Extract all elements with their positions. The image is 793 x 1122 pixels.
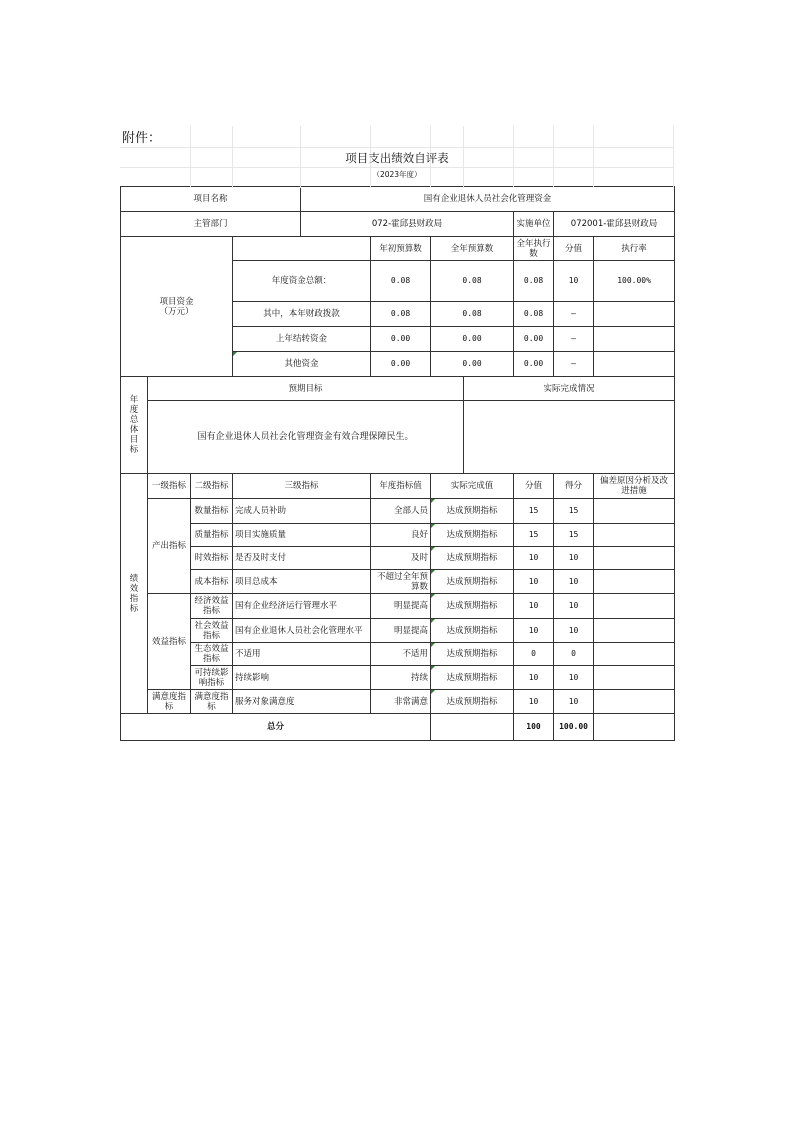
indicator-score: 0 [514, 643, 554, 666]
funds-exec-rate [594, 352, 675, 377]
implementer-label: 实施单位 [514, 212, 554, 237]
level2-indicator: 社会效益指标 [191, 619, 233, 643]
total-blank [431, 714, 514, 741]
perf-row [121, 524, 675, 547]
indicator-got: 15 [554, 524, 594, 547]
perf-row [121, 570, 675, 594]
funds-score: 10 [554, 261, 594, 302]
level2-indicator: 经济效益指标 [191, 594, 233, 619]
funds-executed: 0.08 [514, 261, 554, 302]
indicator-score: 10 [514, 547, 554, 570]
indicator-score: 15 [514, 499, 554, 524]
indicator-score: 10 [514, 570, 554, 594]
indicator-got: 10 [554, 619, 594, 643]
funds-row-label: 其他资金 [233, 352, 371, 377]
funds-exec-rate [594, 302, 675, 327]
funds-score: — [554, 352, 594, 377]
perf-header: 年度指标值 [371, 474, 431, 499]
annual-target: 非常满意 [371, 690, 431, 714]
evaluation-sheet [120, 126, 674, 741]
goals-label: 年 度 总 体 目 标 [121, 377, 148, 474]
page-title: 项目支出绩效自评表 [345, 151, 449, 165]
indicator-got: 10 [554, 547, 594, 570]
indicator-score: 10 [514, 594, 554, 619]
annual-target: 不适用 [371, 643, 431, 666]
annual-target: 良好 [371, 524, 431, 547]
deviation-note [594, 643, 675, 666]
goals-content-row [121, 401, 675, 474]
level2-indicator: 时效指标 [191, 547, 233, 570]
actual-value: 达成预期指标 [431, 570, 514, 594]
funds-row-label: 其中，本年财政拨款 [233, 302, 371, 327]
deviation-note [594, 594, 675, 619]
actual-value: 达成预期指标 [431, 547, 514, 570]
indicator-score: 10 [514, 619, 554, 643]
funds-initial-budget: 0.00 [371, 327, 431, 352]
deviation-note [594, 570, 675, 594]
funds-header: 全年执行数 [514, 237, 554, 261]
level2-indicator: 质量指标 [191, 524, 233, 547]
indicator-score: 15 [514, 524, 554, 547]
level1-indicator: 满意度指标 [148, 690, 191, 714]
actual-value: 达成预期指标 [431, 619, 514, 643]
expected-goal-text: 国有企业退休人员社会化管理资金有效合理保障民生。 [148, 401, 464, 474]
funds-header: 年初预算数 [371, 237, 431, 261]
indicator-got: 10 [554, 666, 594, 690]
level1-indicator: 效益指标 [148, 594, 191, 690]
perf-header: 一级指标 [148, 474, 191, 499]
annual-target: 明显提高 [371, 619, 431, 643]
perf-header: 二级指标 [191, 474, 233, 499]
actual-completion-text [464, 401, 675, 474]
evaluation-table [120, 186, 675, 741]
project-name-value: 国有企业退休人员社会化管理资金 [301, 187, 675, 212]
project-name-label: 项目名称 [121, 187, 301, 212]
level2-indicator: 满意度指标 [191, 690, 233, 714]
funds-annual-budget: 0.00 [431, 352, 514, 377]
perf-header: 实际完成值 [431, 474, 514, 499]
table-body [121, 187, 675, 741]
level3-indicator: 国有企业经济运行管理水平 [233, 594, 371, 619]
perf-row [121, 690, 675, 714]
indicator-score: 10 [514, 666, 554, 690]
funds-initial-budget: 0.08 [371, 302, 431, 327]
level2-indicator: 成本指标 [191, 570, 233, 594]
funds-annual-budget: 0.08 [431, 302, 514, 327]
indicator-got: 10 [554, 594, 594, 619]
indicator-got: 15 [554, 499, 594, 524]
level3-indicator: 不适用 [233, 643, 371, 666]
level3-indicator: 服务对象满意度 [233, 690, 371, 714]
attachment-label: 附件： [122, 131, 162, 146]
total-label: 总分 [121, 714, 431, 741]
funds-annual-budget: 0.08 [431, 261, 514, 302]
expected-goal-header: 预期目标 [148, 377, 464, 401]
deviation-note [594, 619, 675, 643]
level2-indicator: 可持续影响指标 [191, 666, 233, 690]
perf-row [121, 619, 675, 643]
perf-row [121, 666, 675, 690]
total-got: 100.00 [554, 714, 594, 741]
funds-initial-budget: 0.00 [371, 352, 431, 377]
funds-exec-rate [594, 327, 675, 352]
perf-row [121, 499, 675, 524]
actual-value: 达成预期指标 [431, 643, 514, 666]
level3-indicator: 是否及时支付 [233, 547, 371, 570]
annual-target: 持续 [371, 666, 431, 690]
deviation-note [594, 499, 675, 524]
perf-row [121, 547, 675, 570]
actual-completion-header: 实际完成情况 [464, 377, 675, 401]
actual-value: 达成预期指标 [431, 524, 514, 547]
annual-target: 及时 [371, 547, 431, 570]
total-row [121, 714, 675, 741]
indicator-got: 0 [554, 643, 594, 666]
funds-header-row [121, 237, 675, 261]
funds-label: 项目资金 （万元） [121, 237, 233, 377]
actual-value: 达成预期指标 [431, 594, 514, 619]
deviation-note [594, 547, 675, 570]
annual-target: 明显提高 [371, 594, 431, 619]
level3-indicator: 国有企业退休人员社会化管理水平 [233, 619, 371, 643]
funds-row-label: 年度资金总额： [233, 261, 371, 302]
perf-header-row [121, 474, 675, 499]
perf-header: 得分 [554, 474, 594, 499]
funds-score: — [554, 327, 594, 352]
funds-executed: 0.08 [514, 302, 554, 327]
actual-value: 达成预期指标 [431, 666, 514, 690]
department-value: 072-霍邱县财政局 [301, 212, 514, 237]
deviation-note [594, 666, 675, 690]
funds-row-label: 上年结转资金 [233, 327, 371, 352]
goals-header-row [121, 377, 675, 401]
funds-executed: 0.00 [514, 352, 554, 377]
annual-target: 全部人员 [371, 499, 431, 524]
deviation-note [594, 690, 675, 714]
perf-header: 分值 [514, 474, 554, 499]
funds-annual-budget: 0.00 [431, 327, 514, 352]
project-name-row [121, 187, 675, 212]
perf-label: 绩 效 指 标 [121, 474, 148, 714]
actual-value: 达成预期指标 [431, 690, 514, 714]
total-score: 100 [514, 714, 554, 741]
year-subtitle: （2023年度） [372, 170, 422, 179]
annual-target: 不超过全年预算数 [371, 570, 431, 594]
perf-row [121, 643, 675, 666]
funds-header: 分值 [554, 237, 594, 261]
perf-header: 三级指标 [233, 474, 371, 499]
level3-indicator: 持续影响 [233, 666, 371, 690]
level2-indicator: 数量指标 [191, 499, 233, 524]
department-row [121, 212, 675, 237]
level2-indicator: 生态效益指标 [191, 643, 233, 666]
department-label: 主管部门 [121, 212, 301, 237]
level3-indicator: 项目总成本 [233, 570, 371, 594]
indicator-got: 10 [554, 690, 594, 714]
funds-executed: 0.00 [514, 327, 554, 352]
level3-indicator: 项目实施质量 [233, 524, 371, 547]
funds-header: 全年预算数 [431, 237, 514, 261]
funds-initial-budget: 0.08 [371, 261, 431, 302]
funds-header: 执行率 [594, 237, 675, 261]
actual-value: 达成预期指标 [431, 499, 514, 524]
total-note [594, 714, 675, 741]
implementer-value: 072001-霍邱县财政局 [554, 212, 675, 237]
funds-exec-rate: 100.00% [594, 261, 675, 302]
perf-header: 偏差原因分析及改进措施 [594, 474, 675, 499]
indicator-score: 10 [514, 690, 554, 714]
perf-row [121, 594, 675, 619]
indicator-got: 10 [554, 570, 594, 594]
level3-indicator: 完成人员补助 [233, 499, 371, 524]
deviation-note [594, 524, 675, 547]
level1-indicator: 产出指标 [148, 499, 191, 594]
funds-score: — [554, 302, 594, 327]
